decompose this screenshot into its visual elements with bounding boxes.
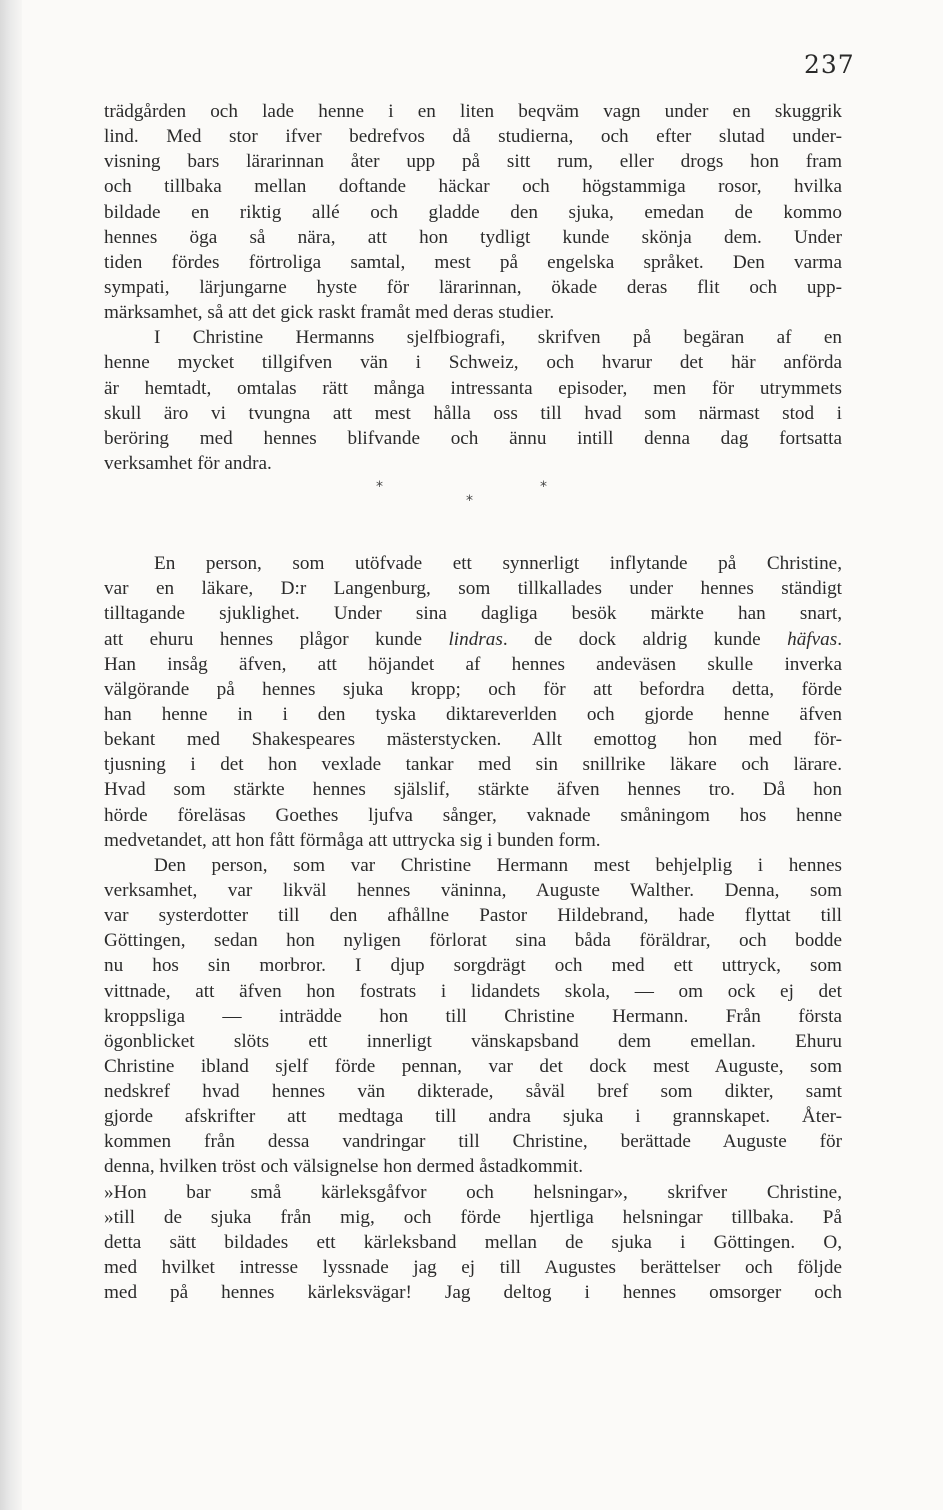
text-line: »till de sjuka från mig, och förde hjertliga helsningar tillbaka. På [104, 1206, 842, 1228]
text-line: vittnade, att äfven hon fostrats i lidandets skola, — om ock ej det [104, 980, 842, 1002]
text-line: Christine ibland sjelf förde pennan, var det dock mest Auguste, som [104, 1055, 842, 1077]
text-line: var en läkare, D:r Langenburg, som tillkallades under hennes ständigt [104, 578, 842, 600]
text-line: skull äro vi tvungna att mest hålla oss till hvad som närmast stod i [104, 402, 842, 424]
text-line: lind. Med stor ifver bedrefvos då studierna, och efter slutad under- [104, 126, 842, 148]
text-line: detta sätt bildades ett kärleksband mellan de sjuka i Göttingen. O, [104, 1231, 842, 1253]
text-line: trädgården och lade henne i en liten beqväm vagn under en skuggrik [104, 101, 842, 122]
text-line: tjusning i det hon vexlade tankar med sin snillrike läkare och lärare. [104, 754, 842, 776]
text-line: kroppsliga — inträdde hon till Christine Hermann. Från första [104, 1005, 842, 1027]
text-line: hennes öga så nära, att hon tydligt kunde skönja dem. Under [104, 226, 842, 248]
text-line: Hvad som stärkte hennes själslif, stärkte äfven hennes tro. Då hon [104, 779, 842, 801]
text-line: och tillbaka mellan doftande häckar och högstammiga rosor, hvilka [104, 176, 842, 198]
text-line: bildade en riktig allé och gladde den sjuka, emedan de kommo [104, 201, 842, 223]
text-line: med hvilket intresse lyssnade jag ej till Augustes berättelser och följde [104, 1257, 842, 1279]
asterisk-ornament: * [540, 479, 547, 496]
text-line: sympati, lärjungarne hyste för lärarinnan, ökade deras flit och upp- [104, 276, 842, 298]
text-line: hörde föreläsas Goethes ljufva sånger, vaknade småningom hos henne [104, 804, 842, 826]
text-line: denna, hvilken tröst och välsignelse hon dermed åstadkommit. [104, 1156, 584, 1178]
asterisk-ornament: * [376, 479, 383, 496]
text-line: tiden fördes förtroliga samtal, mest på engelska språket. Den varma [104, 251, 842, 273]
text-line: »Hon bar små kärleksgåfvor och helsningar», skrifver Christine, [104, 1181, 842, 1203]
text-line: var systerdotter till den afhållne Pastor Hildebrand, hade flyttat till [104, 905, 842, 927]
text-line: välgörande på hennes sjuka kropp; och för att befordra detta, förde [104, 678, 842, 700]
text-line: En person, som utöfvade ett synnerligt inflytande på Christine, [154, 553, 842, 575]
text-line: Göttingen, sedan hon nyligen förlorat sina båda föräldrar, och bodde [104, 930, 842, 952]
text-line: kommen från dessa vandringar till Christine, berättade Auguste för [104, 1131, 842, 1153]
paragraph-1 [104, 99, 842, 325]
paragraph-2 [104, 325, 842, 476]
text-line: I Christine Hermanns sjelfbiografi, skrifven på begäran af en [154, 327, 842, 349]
text-line: verksamhet, var likväl hennes väninna, Auguste Walther. Denna, som [104, 879, 842, 901]
text-line: visning bars lärarinnan åter upp på sitt rum, eller drogs hon fram [104, 151, 842, 173]
paragraph-5 [104, 1180, 842, 1306]
text-line: bekant med Shakespeares mästerstycken. Allt emottog hon med för- [104, 729, 842, 751]
body-text [104, 99, 842, 1305]
section-divider [104, 476, 842, 551]
italic-word: häfvas [787, 628, 838, 650]
text-line: ögonblicket slöts ett innerligt vänskapsband dem emellan. Ehuru [104, 1030, 842, 1052]
text-line: gjorde afskrifter att medtaga till andra sjuka i grannskapet. Åter- [104, 1106, 842, 1128]
text-line: är hemtadt, omtalas rätt många intressanta episoder, men för utrymmets [104, 377, 842, 399]
text-line-italic: att ehuru hennes plågor kunde lindras. de dock aldrig kunde häfvas. [104, 628, 842, 650]
text-line: tilltagande sjuklighet. Under sina dagliga besök märkte han snart, [104, 603, 842, 625]
text-line: med på hennes kärleksvägar! Jag deltog i hennes omsorger och [104, 1282, 842, 1304]
text-line: nu hos sin morbror. I djup sorgdrägt och med ett uttryck, som [104, 955, 842, 977]
text-line: medvetandet, att hon fått förmåga att uttrycka sig i bunden form. [104, 829, 601, 851]
text-line: Den person, som var Christine Hermann mest behjelplig i hennes [154, 854, 842, 876]
text-line: nedskref hvad hennes vän dikterade, såväl bref som dikter, samt [104, 1081, 842, 1103]
text-line: beröring med hennes blifvande och ännu intill denna dag fortsatta [104, 427, 842, 449]
asterisk-ornament: * [466, 493, 473, 510]
text-line: märksamhet, så att det gick raskt framåt med deras studier. [104, 302, 555, 324]
paragraph-4 [104, 853, 842, 1180]
text-line: henne mycket tillgifven vän i Schweiz, och hvarur det här anförda [104, 352, 842, 374]
paragraph-3 [104, 551, 842, 853]
italic-word: lindras [448, 628, 503, 650]
text-line: Han insåg äfven, att höjandet af hennes andeväsen skulle inverka [104, 653, 842, 675]
text-line: han henne in i den tyska diktareverlden och gjorde henne äfven [104, 703, 842, 725]
page-number: 237 [804, 50, 855, 79]
binding-shadow [0, 0, 22, 1510]
text-line: verksamhet för andra. [104, 452, 272, 474]
